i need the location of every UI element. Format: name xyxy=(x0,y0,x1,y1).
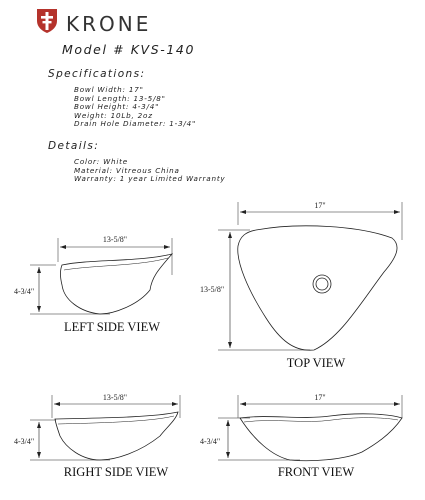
top-length-dim: 13-5/8" xyxy=(200,285,225,294)
front-width-dim: 17" xyxy=(314,393,326,402)
detail-item: Material: Vitreous China xyxy=(74,165,180,175)
spec-item: Bowl Height: 4-3/4" xyxy=(74,102,160,112)
brand-name: KRONE xyxy=(66,12,152,36)
front-height-dim: 4-3/4" xyxy=(200,437,221,446)
detail-item: Warranty: 1 year Limited Warranty xyxy=(74,174,226,184)
spec-item: Drain Hole Diameter: 1-3/4" xyxy=(74,119,197,129)
detail-item: Color: White xyxy=(74,157,128,166)
spec-item: Bowl Width: 17" xyxy=(74,85,144,94)
right-side-view-label: RIGHT SIDE VIEW xyxy=(63,465,169,479)
left-side-width-dim: 13-5/8" xyxy=(102,235,128,244)
top-view-label: TOP VIEW xyxy=(286,356,346,370)
front-view-label: FRONT VIEW xyxy=(277,465,355,479)
model-number: Model # KVS-140 xyxy=(62,42,196,57)
specifications-heading: Specifications: xyxy=(48,68,146,80)
left-side-view-label: LEFT SIDE VIEW xyxy=(63,320,161,334)
front-view xyxy=(200,393,402,479)
details-heading: Details: xyxy=(48,140,100,152)
spec-item: Bowl Length: 13-5/8" xyxy=(74,93,166,103)
right-side-width-dim: 13-5/8" xyxy=(102,393,128,402)
left-side-view xyxy=(14,235,172,334)
top-width-dim: 17" xyxy=(314,201,326,210)
spec-item: Weight: 10Lb, 2oz xyxy=(74,110,153,120)
right-side-height-dim: 4-3/4" xyxy=(14,437,35,446)
right-side-view xyxy=(14,393,180,479)
top-view xyxy=(200,201,402,370)
left-side-height-dim: 4-3/4" xyxy=(14,287,35,296)
